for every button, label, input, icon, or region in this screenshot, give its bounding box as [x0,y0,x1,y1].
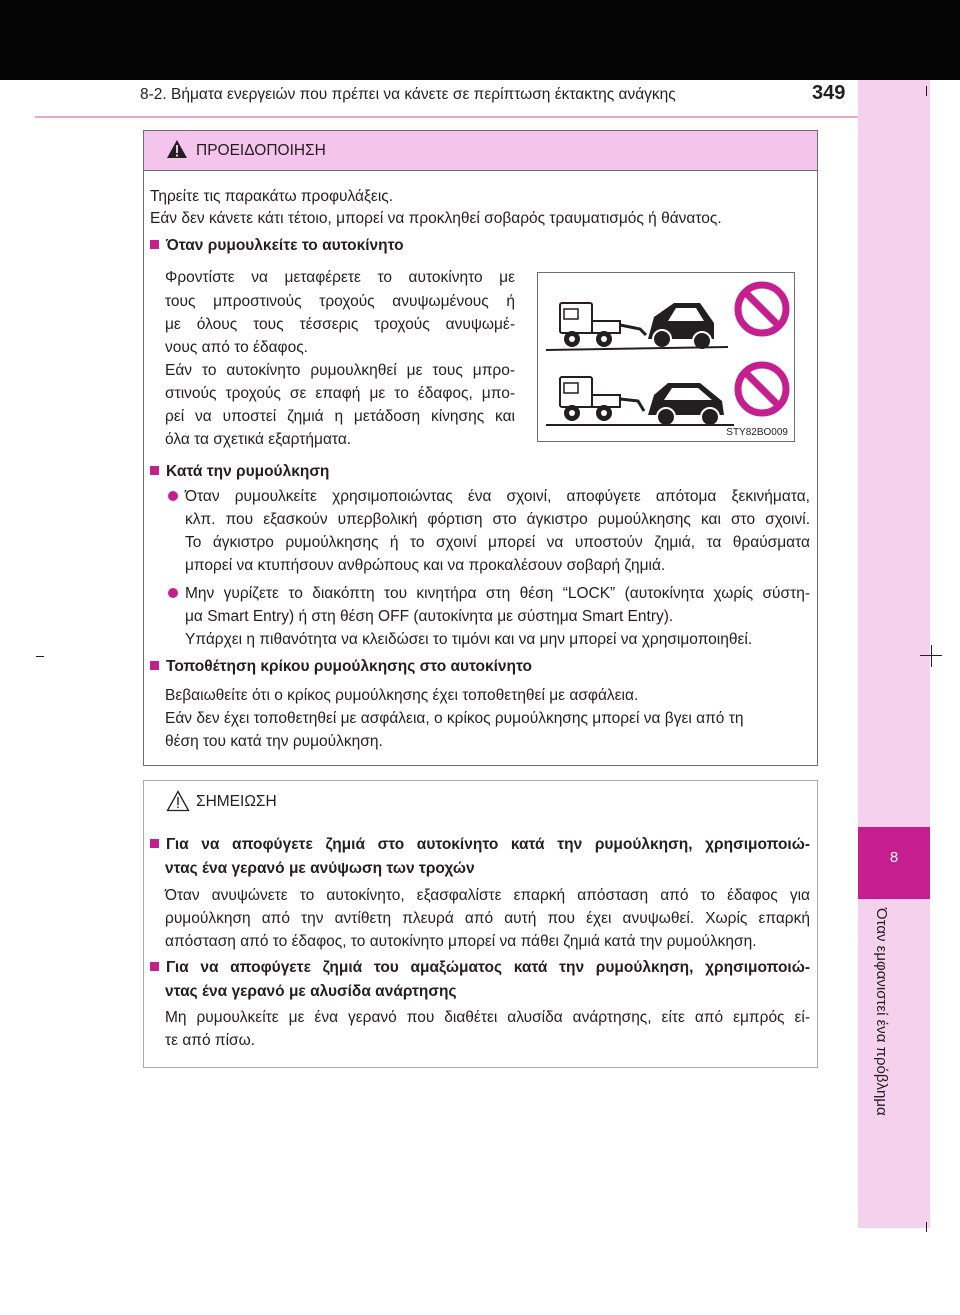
section-heading-text: Όταν ρυμουλκείτε το αυτοκίνητο [166,237,404,254]
paragraph-line: Φροντίστε να μεταφέρετε το αυτοκίνητο με [165,269,515,286]
bullet-line: Το άγκιστρο ρυμούλκησης ή το σχοινί μπορεί να υποστούν ζημιά, τα θραύσματα [185,534,810,551]
section-header: 8-2. Βήματα ενεργειών που πρέπει να κάνετε σε περίπτωση έκτακτης ανάγκης [140,86,676,103]
paragraph-line: Βεβαιωθείτε ότι ο κρίκος ρυμούλκησης έχει τοποθετηθεί με ασφάλεια. [165,687,639,704]
chapter-number: 8 [889,849,899,866]
warning-intro-line: Εάν δεν κάνετε κάτι τέτοιο, μπορεί να προκληθεί σοβαρός τραυματισμός ή θάνατος. [150,210,722,227]
paragraph-line: όλα τα σχετικά εξαρτήματα. [165,431,352,448]
paragraph-line: στινούς τροχούς σε επαφή με το έδαφος, μπο- [165,385,515,402]
paragraph-line: Εάν το αυτοκίνητο ρυμουλκηθεί με τους μπρο- [165,362,515,379]
car-icon [648,383,724,426]
note-line: Όταν ανυψώνετε το αυτοκίνητο, εξασφαλίστε επαρκή απόσταση από το έδαφος για [165,887,810,904]
warning-intro-line: Τηρείτε τις παρακάτω προφυλάξεις. [150,188,394,205]
top-black-bar [0,0,960,80]
round-bullet-icon [168,588,178,598]
bullet-line: Μην γυρίζετε το διακόπτη του κινητήρα στη θέση “LOCK” (αυτοκίνητα χωρίς σύστη- [185,585,810,602]
crop-mark [926,86,927,96]
section-heading-text: Κατά την ρυμούλκηση [166,463,330,480]
warning-triangle-icon [166,139,188,159]
bullet-line: Υπάρχει η πιθανότητα να κλειδώσει το τιμόνι και να μην μπορεί να χρησιμοποιηθεί. [185,631,753,648]
section-heading [150,234,404,258]
crop-mark [926,1222,927,1232]
page-number: 349 [812,82,846,104]
crop-mark [36,656,44,657]
note-heading-text: Για να αποφύγετε ζημιά στο αυτοκίνητο κατά την ρυμούλκηση, χρησιμοποιώ- [166,836,810,853]
header-divider [35,116,858,118]
note-heading: ντας ένα γερανό με ανύψωση των τροχών [165,860,475,877]
tow-truck-icon [560,377,644,421]
bullet-line: κλπ. που εξασκούν υπερβολική φόρτιση στο άγκιστρο ρυμούλκησης και στο σχοινί. [185,511,810,528]
square-bullet-icon [150,661,159,670]
paragraph-line: θέση του κατά την ρυμούλκηση. [165,733,383,750]
paragraph-line: ρεί να υποστεί ζημιά η μετάδοση κίνησης και [165,408,515,425]
tow-truck-icon [560,303,646,347]
chapter-title: Όταν εμφανιστεί ένα πρόβλημα [873,908,890,1116]
note-title: ΣΗΜΕΙΩΣΗ [196,793,277,810]
square-bullet-icon [150,962,159,971]
note-heading [150,833,810,857]
square-bullet-icon [150,839,159,848]
paragraph-line: Εάν δεν έχει τοποθετηθεί με ασφάλεια, ο κρίκος ρυμούλκησης μπορεί να βγει από τη [165,710,744,727]
prohibition-icon [738,365,786,413]
note-line: ρυμούλκηση από την αντίθετη πλευρά από αυτή που έχει ανυψωθεί. Χωρίς επαρκή [165,910,810,927]
paragraph-line: με όλους τους τέσσερις τροχούς ανυψωμέ- [165,316,515,333]
note-heading: ντας ένα γερανό με αλυσίδα ανάρτησης [165,983,457,1000]
section-heading [150,460,329,484]
figure-code: STY82BO009 [726,427,788,438]
square-bullet-icon [150,466,159,475]
bullet-line: μα Smart Entry) ή στη θέση OFF (αυτοκίνητα με σύστημα Smart Entry). [185,608,674,625]
square-bullet-icon [150,240,159,249]
prohibition-icon [738,285,786,333]
note-heading [150,956,810,980]
warning-title: ΠΡΟΕΙΔΟΠΟΙΗΣΗ [196,142,326,159]
paragraph-line: τους μπροστινούς τροχούς ανυψωμένους ή [165,293,515,310]
car-icon [648,303,714,350]
section-heading [150,655,532,679]
towing-illustration [537,272,795,442]
warning-header [144,131,817,171]
tow-truck-diagram [538,273,794,441]
caution-triangle-icon [166,790,190,812]
section-heading-text: Τοποθέτηση κρίκου ρυμούλκησης στο αυτοκίνητο [166,658,532,675]
round-bullet-icon [168,491,178,501]
note-line: τε από πίσω. [165,1032,256,1049]
crop-mark [931,645,932,667]
bullet-line: Όταν ρυμουλκείτε χρησιμοποιώντας ένα σχοινί, αποφύγετε απότομα ξεκινήματα, [185,488,810,505]
note-line: απόσταση από το έδαφος, το αυτοκίνητο μπορεί να πάθει ζημιά κατά την ρυμούλκηση. [165,933,757,950]
paragraph-line: νους από το έδαφος. [165,339,308,356]
bullet-line: μπορεί να κτυπήσουν ανθρώπους και να προκαλέσουν σοβαρή ζημιά. [185,557,666,574]
note-line: Μη ρυμουλκείτε με ένα γερανό που διαθέτει αλυσίδα ανάρτησης, είτε από εμπρός εί- [165,1009,810,1026]
note-heading-text: Για να αποφύγετε ζημιά του αμαξώματος κατά την ρυμούλκηση, χρησιμοποιώ- [166,959,810,976]
